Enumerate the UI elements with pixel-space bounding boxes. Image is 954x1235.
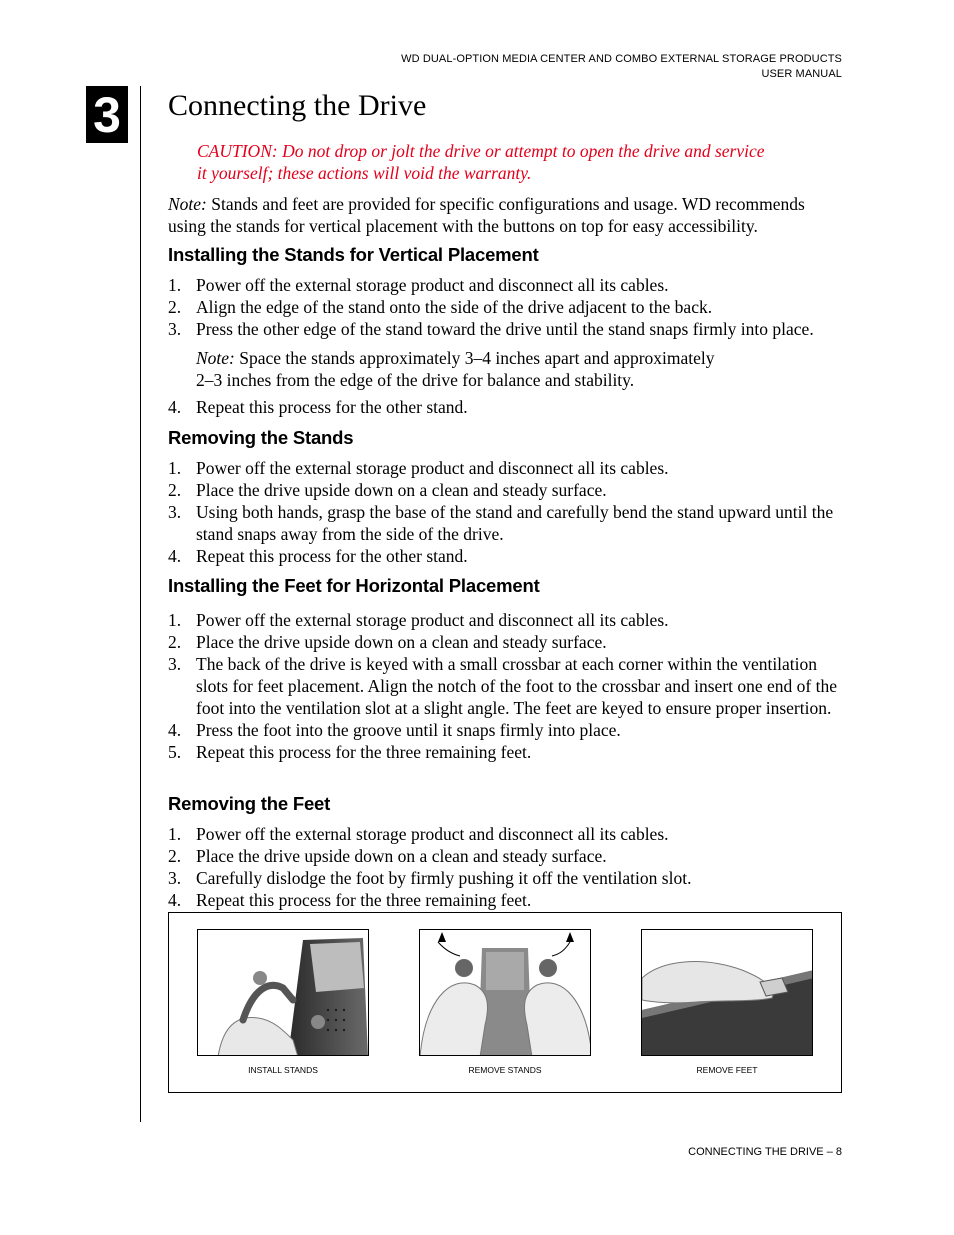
intro-note: [168, 193, 848, 237]
running-header-subtitle: USER MANUAL: [761, 68, 842, 80]
remove-feet-steps: [168, 823, 848, 911]
list-item: 1. Power off the external storage product and disconnect all its cables.: [168, 275, 669, 295]
section-heading-install-feet: Installing the Feet for Horizontal Placement: [168, 575, 540, 596]
list-item: 4. Repeat this process for the other stand.: [168, 546, 468, 566]
install-stands-step-4: [168, 396, 848, 418]
install-stands-steps: [168, 274, 848, 340]
remove-feet-photo: [641, 929, 813, 1056]
remove-stands-photo: [419, 929, 591, 1056]
chapter-number-badge: 3: [86, 86, 128, 143]
list-item: 2. Align the edge of the stand onto the side of the drive adjacent to the back.: [168, 297, 713, 317]
list-item: 1. Power off the external storage product and disconnect all its cables.: [168, 824, 669, 844]
list-item: 4. Repeat this process for the three remaining feet.: [168, 890, 532, 910]
figure-caption: REMOVE FEET: [696, 1065, 758, 1075]
list-item: 4. Press the foot into the groove until it snaps firmly into place.: [168, 720, 621, 740]
section-heading-install-stands: Installing the Stands for Vertical Placement: [168, 244, 539, 265]
list-item: 3. The back of the drive is keyed with a small crossbar at each corner within the ventilation slots for feet placement. Align the notch of the foot to the crossbar and insert one end of the foot into the ventilation slot at a slight angle. The feet are keyed to ensure proper insertion.: [168, 654, 837, 718]
list-item: 1. Power off the external storage product and disconnect all its cables.: [168, 458, 669, 478]
caution-text: [197, 140, 765, 184]
list-item: 2. Place the drive upside down on a clean and steady surface.: [168, 632, 607, 652]
note-label: Note:: [168, 194, 207, 214]
list-item: 5. Repeat this process for the three remaining feet.: [168, 742, 532, 762]
remove-stands-steps: [168, 457, 848, 567]
note-line-2: using the stands for vertical placement with the buttons on top for easy accessibility.: [168, 216, 758, 236]
list-item: 4. Repeat this process for the other stand.: [168, 397, 468, 417]
running-header-title: WD DUAL-OPTION MEDIA CENTER AND COMBO EXTERNAL STORAGE PRODUCTS: [401, 53, 842, 65]
section-heading-remove-feet: Removing the Feet: [168, 793, 331, 814]
install-feet-steps: [168, 609, 848, 763]
list-item: 2. Place the drive upside down on a clean and steady surface.: [168, 846, 607, 866]
caution-line-1: CAUTION: Do not drop or jolt the drive or attempt to open the drive and service: [197, 141, 765, 161]
note-line-1: Stands and feet are provided for specific configurations and usage. WD recommends: [206, 194, 805, 214]
section-heading-remove-stands: Removing the Stands: [168, 427, 354, 448]
margin-rule: [140, 86, 141, 1122]
list-item: 3. Using both hands, grasp the base of the stand and carefully bend the stand upward until the stand snaps away from the side of the drive.: [168, 502, 834, 544]
list-item: 3. Carefully dislodge the foot by firmly pushing it off the ventilation slot.: [168, 868, 692, 888]
caution-line-2: it yourself; these actions will void the warranty.: [197, 163, 532, 183]
install-stands-note: Note: Space the stands approximately 3–4 inches apart and approximately 2–3 inches from the edge of the drive for balance and stability.: [196, 348, 715, 390]
list-item: 1. Power off the external storage product and disconnect all its cables.: [168, 610, 669, 630]
install-stands-photo: [197, 929, 369, 1056]
figure-caption: INSTALL STANDS: [248, 1065, 318, 1075]
note-label: Note:: [196, 348, 235, 368]
list-item: 2. Place the drive upside down on a clean and steady surface.: [168, 480, 607, 500]
illustrations-panel: [168, 912, 842, 1093]
page-title: Connecting the Drive: [168, 89, 427, 122]
figure-caption: REMOVE STANDS: [468, 1065, 542, 1075]
page-footer: CONNECTING THE DRIVE – 8: [688, 1146, 842, 1158]
list-item: 3. Press the other edge of the stand toward the drive until the stand snaps firmly into place.: [168, 319, 814, 339]
